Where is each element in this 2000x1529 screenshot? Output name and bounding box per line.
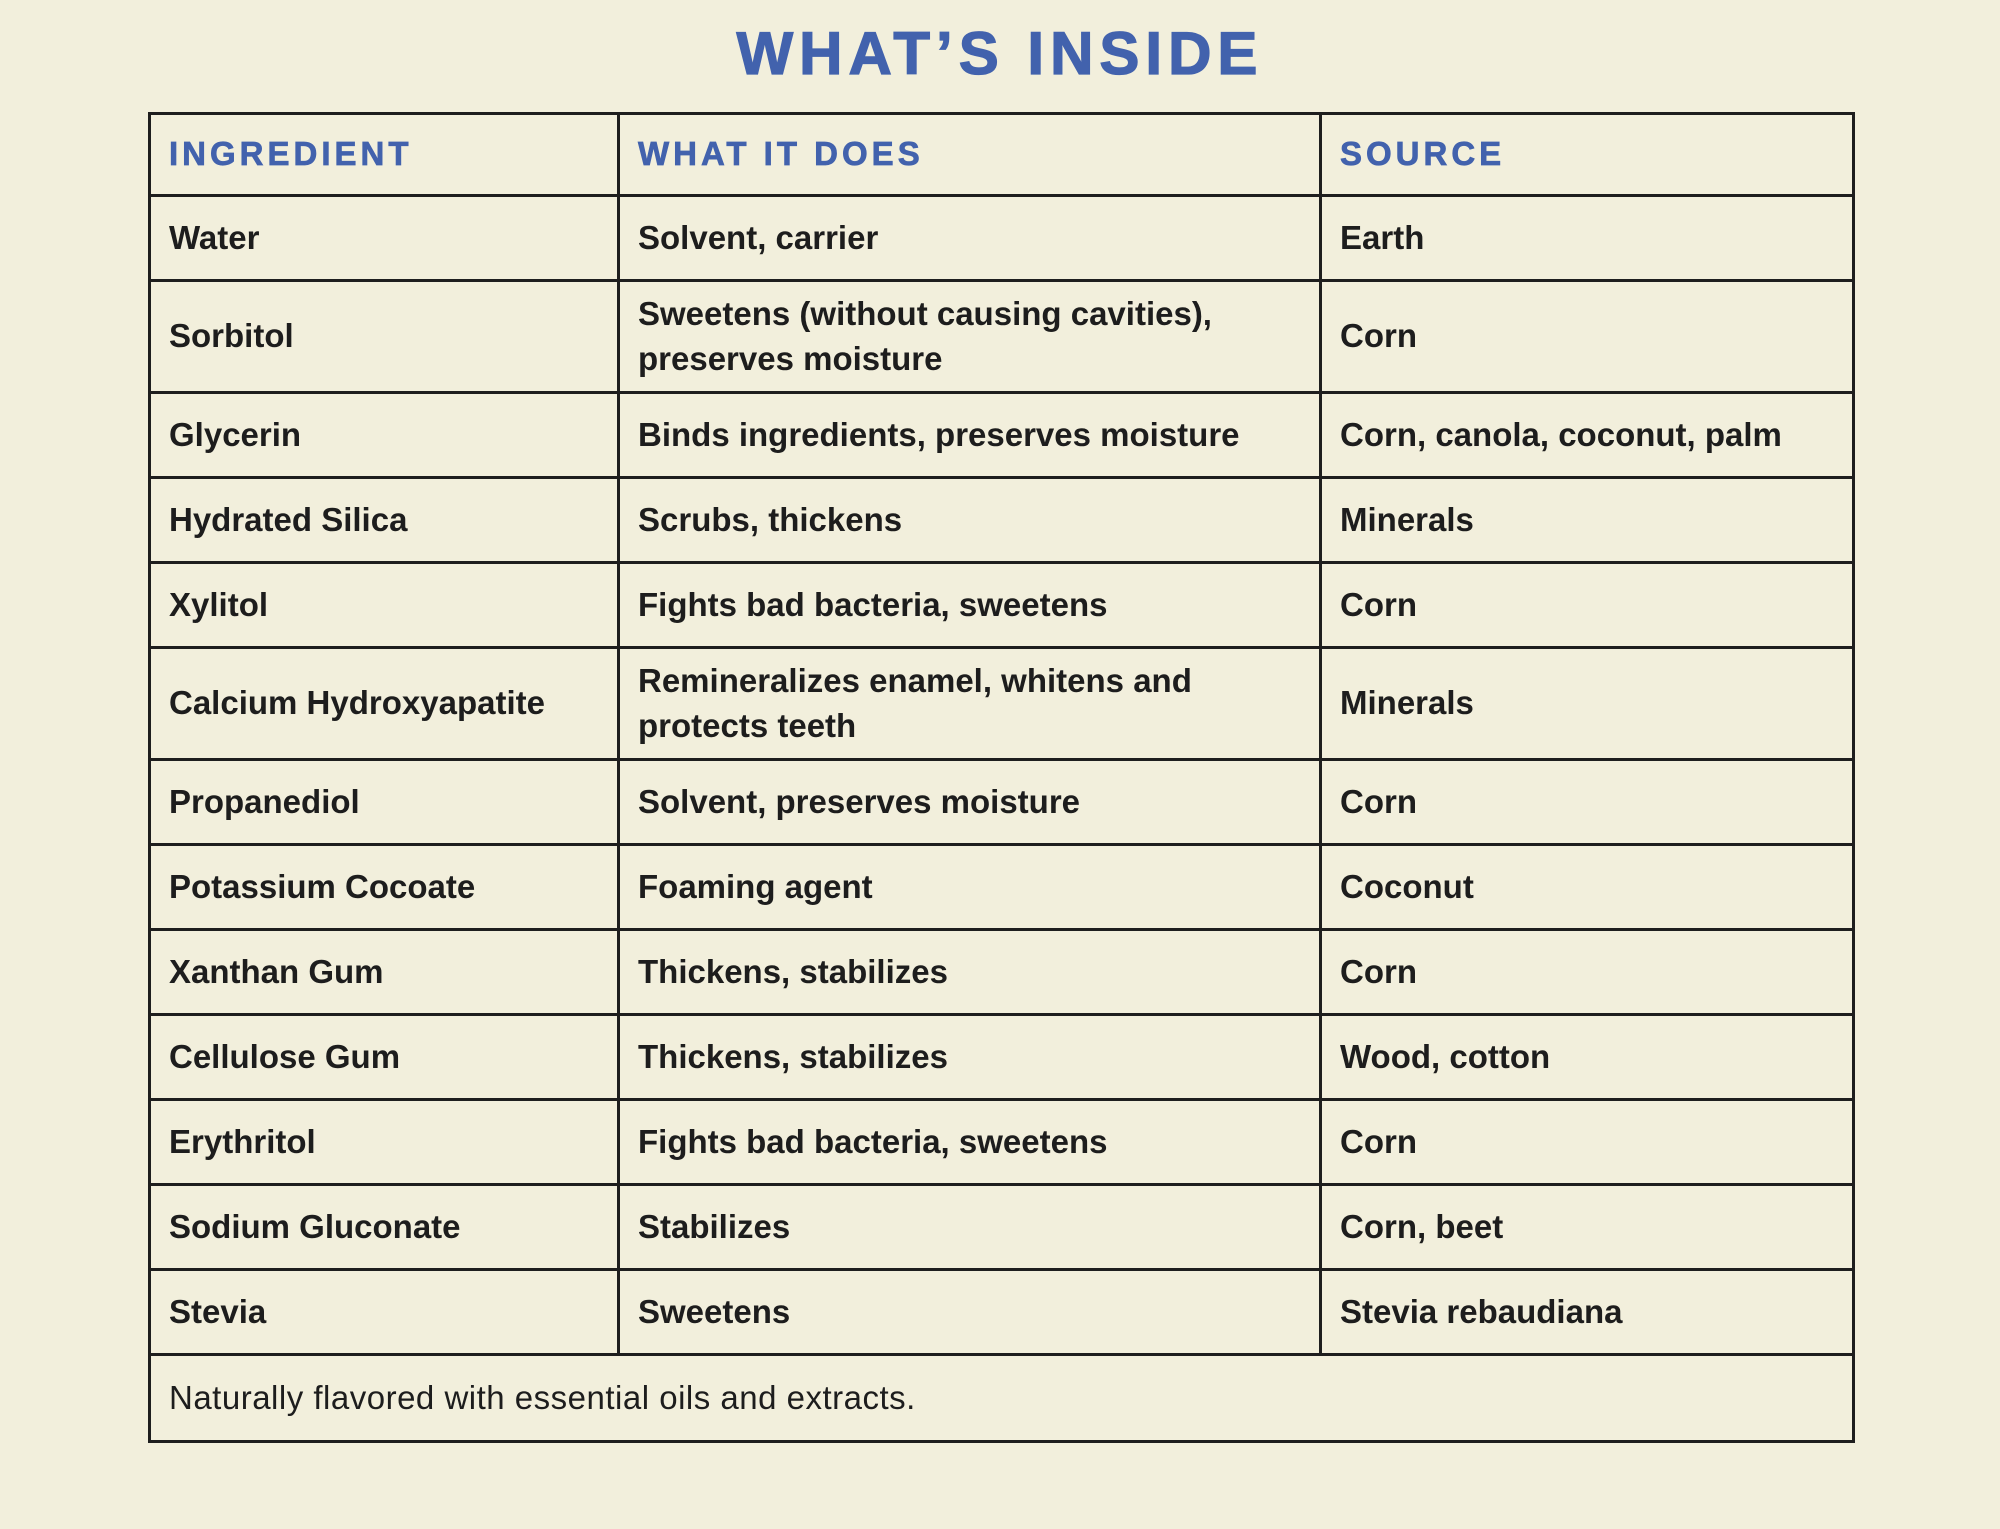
ingredient-cell: Hydrated Silica bbox=[150, 478, 619, 563]
col-header-ingredient: INGREDIENT bbox=[150, 114, 619, 196]
what-it-does-cell: Foaming agent bbox=[619, 845, 1321, 930]
source-cell: Minerals bbox=[1321, 478, 1854, 563]
source-cell: Stevia rebaudiana bbox=[1321, 1270, 1854, 1355]
ingredient-cell: Water bbox=[150, 196, 619, 281]
what-it-does-cell: Binds ingredients, preserves moisture bbox=[619, 393, 1321, 478]
table-row bbox=[150, 1270, 1854, 1355]
source-cell: Corn bbox=[1321, 930, 1854, 1015]
source-cell: Wood, cotton bbox=[1321, 1015, 1854, 1100]
ingredients-table bbox=[148, 112, 1855, 1443]
what-it-does-cell: Solvent, preserves moisture bbox=[619, 760, 1321, 845]
table-row bbox=[150, 648, 1854, 760]
ingredient-cell: Glycerin bbox=[150, 393, 619, 478]
ingredient-cell: Sodium Gluconate bbox=[150, 1185, 619, 1270]
ingredient-cell: Sorbitol bbox=[150, 281, 619, 393]
footnote-row bbox=[150, 1355, 1854, 1442]
source-cell: Corn bbox=[1321, 760, 1854, 845]
table-body bbox=[150, 196, 1854, 1355]
ingredient-cell: Xanthan Gum bbox=[150, 930, 619, 1015]
ingredient-cell: Stevia bbox=[150, 1270, 619, 1355]
footnote-text: Naturally flavored with essential oils and extracts. bbox=[150, 1355, 1854, 1442]
infographic-page bbox=[0, 20, 2000, 1443]
table-row bbox=[150, 196, 1854, 281]
table-row bbox=[150, 1100, 1854, 1185]
what-it-does-cell: Remineralizes enamel, whitens and protects teeth bbox=[619, 648, 1321, 760]
ingredient-cell: Erythritol bbox=[150, 1100, 619, 1185]
what-it-does-cell: Sweetens (without causing cavities), preserves moisture bbox=[619, 281, 1321, 393]
what-it-does-cell: Sweetens bbox=[619, 1270, 1321, 1355]
what-it-does-cell: Stabilizes bbox=[619, 1185, 1321, 1270]
source-cell: Coconut bbox=[1321, 845, 1854, 930]
table-row bbox=[150, 478, 1854, 563]
what-it-does-cell: Scrubs, thickens bbox=[619, 478, 1321, 563]
what-it-does-cell: Thickens, stabilizes bbox=[619, 1015, 1321, 1100]
what-it-does-cell: Solvent, carrier bbox=[619, 196, 1321, 281]
what-it-does-cell: Thickens, stabilizes bbox=[619, 930, 1321, 1015]
table-row bbox=[150, 281, 1854, 393]
table-row bbox=[150, 1185, 1854, 1270]
ingredient-cell: Propanediol bbox=[150, 760, 619, 845]
col-header-what-it-does: WHAT IT DOES bbox=[619, 114, 1321, 196]
table-row bbox=[150, 393, 1854, 478]
source-cell: Corn bbox=[1321, 1100, 1854, 1185]
table-header-row bbox=[150, 114, 1854, 196]
table-row bbox=[150, 930, 1854, 1015]
table-row bbox=[150, 760, 1854, 845]
ingredient-cell: Potassium Cocoate bbox=[150, 845, 619, 930]
source-cell: Corn bbox=[1321, 563, 1854, 648]
table-row bbox=[150, 1015, 1854, 1100]
table-row bbox=[150, 845, 1854, 930]
page-title: WHAT’S INSIDE bbox=[736, 20, 1264, 87]
ingredient-cell: Calcium Hydroxyapatite bbox=[150, 648, 619, 760]
what-it-does-cell: Fights bad bacteria, sweetens bbox=[619, 1100, 1321, 1185]
source-cell: Minerals bbox=[1321, 648, 1854, 760]
ingredient-cell: Cellulose Gum bbox=[150, 1015, 619, 1100]
what-it-does-cell: Fights bad bacteria, sweetens bbox=[619, 563, 1321, 648]
col-header-source: SOURCE bbox=[1321, 114, 1854, 196]
source-cell: Corn, canola, coconut, palm bbox=[1321, 393, 1854, 478]
ingredient-cell: Xylitol bbox=[150, 563, 619, 648]
source-cell: Corn bbox=[1321, 281, 1854, 393]
table-row bbox=[150, 563, 1854, 648]
source-cell: Corn, beet bbox=[1321, 1185, 1854, 1270]
source-cell: Earth bbox=[1321, 196, 1854, 281]
